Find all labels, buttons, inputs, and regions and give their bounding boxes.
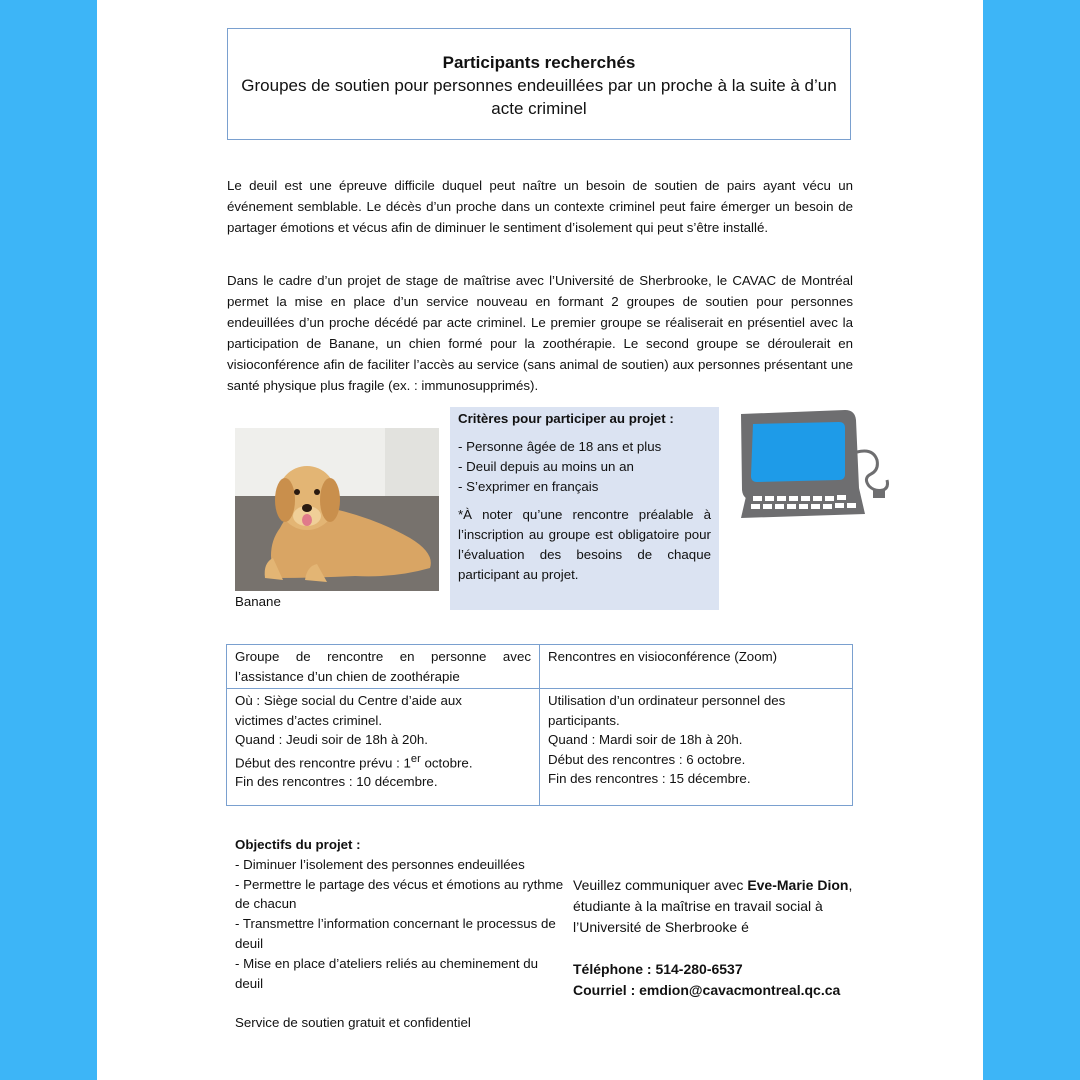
criteria-list <box>458 437 711 497</box>
col2-header: Rencontres en visioconférence (Zoom) <box>540 645 853 689</box>
intro-paragraph-1: Le deuil est une épreuve difficile duquel peut naître un besoin de soutien de pairs ayant vécu un événement semblable. Le décès d’un proche dans un contexte criminel peut faire émerger un besoin de partager émotions et vécus afin de diminuer le sentiment d’isolement qui peut s’être installé. <box>227 178 853 235</box>
objective-item: - Transmettre l’information concernant le processus de deuil <box>235 916 556 951</box>
computer-icon <box>733 408 889 520</box>
col2-details <box>540 689 853 806</box>
col1-start <box>235 750 531 773</box>
criteria-item: - S’exprimer en français <box>458 479 599 494</box>
col2-end: Fin des rencontres : 15 décembre. <box>548 771 751 786</box>
objective-item: - Diminuer l’isolement des personnes endeuillées <box>235 856 525 872</box>
criteria-box <box>450 407 719 610</box>
objective-item: - Permettre le partage des vécus et émotions au rythme de chacun <box>235 876 564 912</box>
dog-photo <box>235 428 439 591</box>
intro-paragraph-2: Dans le cadre d’un projet de stage de maîtrise avec l’Université de Sherbrooke, le CAVAC de Montréal permet la mise en place d’un service nouveau en formant 2 groupes de soutien pour personnes endeuillées d’un proche décédé par acte criminel. Le premier groupe se réaliserait en présentiel avec la participation de Banane, un chien formé pour la zoothérapie. Le second groupe se déroulerait en visioconférence afin de faciliter l’accès au service (sans animal de soutien) aux personnes présentant une santé physique plus fragile (ex. : immunosupprimés). <box>227 273 853 393</box>
contact-email: Courriel : emdion@cavacmontreal.qc.ca <box>573 982 841 998</box>
meetings-table <box>226 644 853 806</box>
col1-header: Groupe de rencontre en personne avec l’assistance d’un chien de zoothérapie <box>227 645 540 689</box>
col1-start-sup: er <box>410 752 421 765</box>
objectives-title: Objectifs du projet : <box>235 837 361 852</box>
col1-where-2: victimes d’actes criminel. <box>235 712 383 728</box>
dog-caption: Banane <box>235 594 281 609</box>
col2-when: Quand : Mardi soir de 18h à 20h. <box>548 732 743 747</box>
criteria-item: - Deuil depuis au moins un an <box>458 459 634 474</box>
criteria-item: - Personne âgée de 18 ans et plus <box>458 439 662 454</box>
col1-where-1: Où : Siège social du Centre d’aide aux <box>235 693 462 708</box>
col2-use-2: participants. <box>548 712 620 728</box>
col1-end: Fin des rencontres : 10 décembre. <box>235 774 438 790</box>
contact-section <box>573 875 873 1001</box>
dog-illustration <box>235 428 439 591</box>
table-row <box>227 645 853 689</box>
table-row <box>227 689 853 806</box>
criteria-title: Critères pour participer au projet : <box>458 411 674 426</box>
col2-start: Début des rencontres : 6 octobre. <box>548 751 746 767</box>
col1-start-prefix: Début des rencontre prévu : 1 <box>235 754 411 770</box>
criteria-note: *À noter qu’une rencontre préalable à l’inscription au groupe est obligatoire pour l’évaluation des besoins de chaque participant au projet. <box>458 507 711 582</box>
contact-suffix: , étudiante à la maîtrise en travail social à l’Université de Sherbrooke é <box>573 877 853 935</box>
col1-details <box>227 689 540 806</box>
objectives-list <box>235 855 565 994</box>
objective-item: - Mise en place d’ateliers reliés au cheminement du deuil <box>235 955 539 991</box>
col2-use-1: Utilisation d’un ordinateur personnel des <box>548 693 786 708</box>
title-box <box>227 28 851 140</box>
page-title: Participants recherchés <box>442 53 636 72</box>
contact-message <box>573 875 873 938</box>
service-footer: Service de soutien gratuit et confidentiel <box>235 1015 471 1031</box>
contact-phone: Téléphone : 514-280-6537 <box>573 961 743 977</box>
page-subtitle: Groupes de soutien pour personnes endeuillées par un proche à la suite à d’un acte criminel <box>241 76 837 118</box>
col1-when: Quand : Jeudi soir de 18h à 20h. <box>235 732 428 747</box>
contact-prefix: Veuillez communiquer avec <box>573 877 748 893</box>
contact-name: Eve-Marie Dion <box>747 877 849 893</box>
objectives-section <box>235 835 565 1033</box>
col1-start-suffix: octobre. <box>420 754 473 770</box>
flyer-page <box>97 0 983 1080</box>
